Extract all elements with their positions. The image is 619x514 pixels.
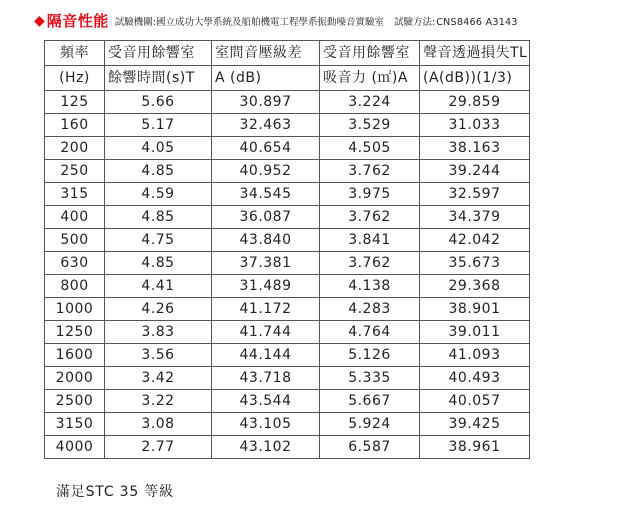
stc-rating-note: 滿足STC 35 等級	[56, 484, 174, 500]
cell-frequency: 3150	[45, 413, 105, 436]
cell-level-difference: 37.381	[212, 252, 320, 275]
cell-reverberation-time: 3.83	[105, 321, 212, 344]
cell-frequency: 1600	[45, 344, 105, 367]
cell-transmission-loss: 29.368	[420, 275, 530, 298]
test-lab: 試驗機關:國立成功大學系統及船舶機電工程學系振動噪音實驗室	[114, 17, 384, 28]
cell-level-difference: 43.544	[212, 390, 320, 413]
table-row	[45, 344, 530, 367]
diamond-icon: ◆	[34, 13, 45, 29]
cell-level-difference: 32.463	[212, 114, 320, 137]
cell-absorption: 4.283	[320, 298, 420, 321]
header-absorption: 受音用餘響室	[320, 41, 420, 66]
header-level-difference-unit: A (dB)	[212, 66, 320, 91]
table-row	[45, 114, 530, 137]
cell-level-difference: 36.087	[212, 206, 320, 229]
cell-absorption: 5.126	[320, 344, 420, 367]
cell-frequency: 400	[45, 206, 105, 229]
cell-transmission-loss: 31.033	[420, 114, 530, 137]
cell-reverberation-time: 4.85	[105, 252, 212, 275]
cell-absorption: 4.505	[320, 137, 420, 160]
cell-reverberation-time: 5.17	[105, 114, 212, 137]
cell-level-difference: 43.718	[212, 367, 320, 390]
cell-transmission-loss: 38.163	[420, 137, 530, 160]
table-row	[45, 160, 530, 183]
table-row	[45, 275, 530, 298]
cell-frequency: 250	[45, 160, 105, 183]
cell-absorption: 3.975	[320, 183, 420, 206]
section-title: 隔音性能	[46, 12, 109, 30]
table-row	[45, 252, 530, 275]
header-row-2	[45, 66, 530, 91]
header-frequency: 頻率	[45, 41, 105, 66]
cell-reverberation-time: 4.85	[105, 160, 212, 183]
table-row	[45, 206, 530, 229]
cell-frequency: 125	[45, 91, 105, 114]
header-frequency-unit: (Hz)	[45, 66, 105, 91]
cell-transmission-loss: 40.057	[420, 390, 530, 413]
table-header	[45, 41, 530, 91]
cell-level-difference: 31.489	[212, 275, 320, 298]
cell-transmission-loss: 35.673	[420, 252, 530, 275]
cell-absorption: 3.762	[320, 206, 420, 229]
cell-transmission-loss: 38.901	[420, 298, 530, 321]
cell-absorption: 4.138	[320, 275, 420, 298]
cell-level-difference: 43.102	[212, 436, 320, 459]
cell-reverberation-time: 3.42	[105, 367, 212, 390]
cell-absorption: 6.587	[320, 436, 420, 459]
cell-absorption: 5.924	[320, 413, 420, 436]
cell-frequency: 1250	[45, 321, 105, 344]
cell-reverberation-time: 4.75	[105, 229, 212, 252]
cell-reverberation-time: 4.41	[105, 275, 212, 298]
cell-reverberation-time: 3.22	[105, 390, 212, 413]
cell-level-difference: 30.897	[212, 91, 320, 114]
cell-transmission-loss: 34.379	[420, 206, 530, 229]
table-row	[45, 229, 530, 252]
cell-reverberation-time: 3.56	[105, 344, 212, 367]
cell-reverberation-time: 4.59	[105, 183, 212, 206]
cell-frequency: 800	[45, 275, 105, 298]
cell-transmission-loss: 41.093	[420, 344, 530, 367]
cell-level-difference: 34.545	[212, 183, 320, 206]
cell-transmission-loss: 38.961	[420, 436, 530, 459]
header-reverberation-time-unit: 餘響時間(s)T	[105, 66, 212, 91]
cell-transmission-loss: 39.425	[420, 413, 530, 436]
cell-level-difference: 40.952	[212, 160, 320, 183]
cell-absorption: 5.335	[320, 367, 420, 390]
header-absorption-unit: 吸音力 (㎡)A	[320, 66, 420, 91]
header-transmission-loss: 聲音透過損失TL	[420, 41, 530, 66]
cell-absorption: 4.764	[320, 321, 420, 344]
cell-transmission-loss: 42.042	[420, 229, 530, 252]
cell-level-difference: 44.144	[212, 344, 320, 367]
table-row	[45, 137, 530, 160]
header-reverberation-time: 受音用餘響室	[105, 41, 212, 66]
table-row	[45, 91, 530, 114]
cell-level-difference: 43.105	[212, 413, 320, 436]
cell-frequency: 1000	[45, 298, 105, 321]
cell-frequency: 200	[45, 137, 105, 160]
cell-transmission-loss: 39.011	[420, 321, 530, 344]
test-method-value: CNS8466 A3143	[436, 17, 518, 28]
cell-absorption: 3.762	[320, 252, 420, 275]
cell-frequency: 315	[45, 183, 105, 206]
cell-reverberation-time: 5.66	[105, 91, 212, 114]
cell-reverberation-time: 3.08	[105, 413, 212, 436]
cell-frequency: 4000	[45, 436, 105, 459]
cell-absorption: 3.841	[320, 229, 420, 252]
cell-frequency: 630	[45, 252, 105, 275]
table-row	[45, 413, 530, 436]
header-level-difference: 室間音壓級差	[212, 41, 320, 66]
test-method-label: 試驗方法:	[394, 17, 436, 28]
cell-transmission-loss: 40.493	[420, 367, 530, 390]
cell-level-difference: 43.840	[212, 229, 320, 252]
cell-reverberation-time: 4.85	[105, 206, 212, 229]
header-transmission-loss-unit: (A(dB))(1/3)	[420, 66, 530, 91]
cell-level-difference: 41.172	[212, 298, 320, 321]
table-row	[45, 183, 530, 206]
header-row-1	[45, 41, 530, 66]
cell-absorption: 3.529	[320, 114, 420, 137]
table-row	[45, 367, 530, 390]
cell-frequency: 160	[45, 114, 105, 137]
cell-transmission-loss: 39.244	[420, 160, 530, 183]
cell-reverberation-time: 4.26	[105, 298, 212, 321]
cell-absorption: 3.224	[320, 91, 420, 114]
cell-frequency: 500	[45, 229, 105, 252]
cell-level-difference: 41.744	[212, 321, 320, 344]
cell-transmission-loss: 32.597	[420, 183, 530, 206]
table-body	[45, 91, 530, 459]
sound-insulation-table	[44, 40, 530, 459]
table-row	[45, 390, 530, 413]
cell-transmission-loss: 29.859	[420, 91, 530, 114]
table-row	[45, 436, 530, 459]
table-row	[45, 321, 530, 344]
cell-reverberation-time: 4.05	[105, 137, 212, 160]
table-row	[45, 298, 530, 321]
cell-frequency: 2500	[45, 390, 105, 413]
cell-level-difference: 40.654	[212, 137, 320, 160]
cell-absorption: 3.762	[320, 160, 420, 183]
cell-absorption: 5.667	[320, 390, 420, 413]
header	[34, 10, 614, 30]
cell-reverberation-time: 2.77	[105, 436, 212, 459]
cell-frequency: 2000	[45, 367, 105, 390]
